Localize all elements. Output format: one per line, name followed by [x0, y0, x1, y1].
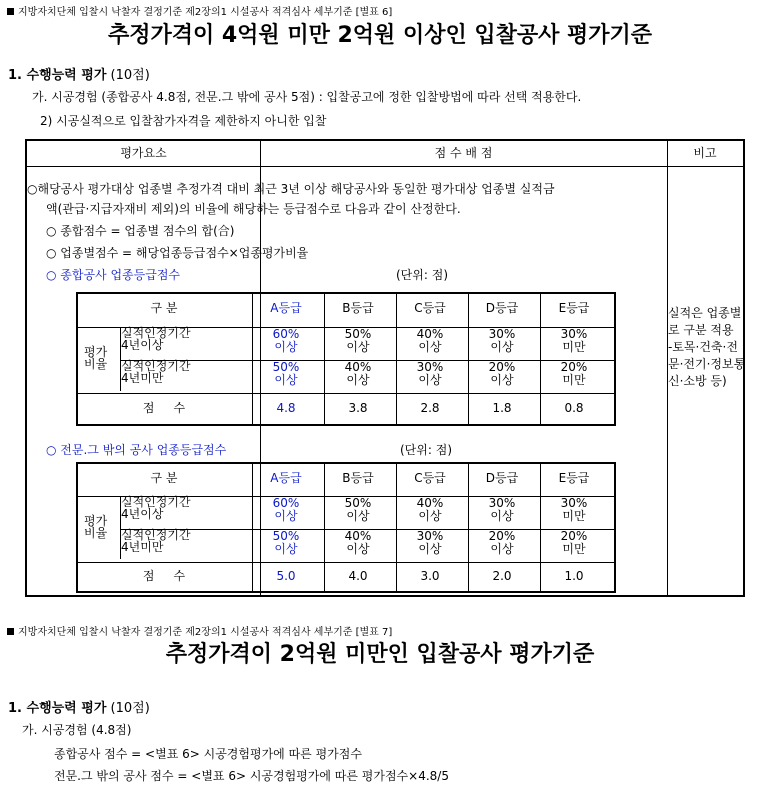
cell-u4-b: 40% 이상 [344, 360, 372, 387]
section-points: (10점) [110, 68, 150, 83]
square-bullet-icon [7, 628, 14, 635]
formula-total-score: ○ 종합점수 = 업종별 점수의 합(合) [46, 224, 235, 238]
grade-header-d: D등급 [485, 471, 519, 485]
ratio-label: 평가 비율 [84, 514, 108, 540]
doc7-title: 추정가격이 2억원 미만인 입찰공사 평가기준 [165, 642, 595, 667]
grade-header-division: 구 분 [150, 471, 178, 485]
cell-u4-d: 20% 이상 [488, 529, 516, 556]
cell-4y-a: 60% 이상 [272, 327, 300, 354]
score-d: 2.0 [492, 569, 512, 583]
cell-4y-c: 40% 이상 [416, 327, 444, 354]
score-c: 3.0 [420, 569, 440, 583]
cell-4y-e: 30% 미만 [560, 496, 588, 523]
score-d: 1.8 [492, 401, 512, 415]
subheading-general-construction: ○ 종합공사 업종등급점수 [46, 268, 181, 282]
doc6-section-heading [8, 64, 150, 83]
row-label-under-4y: 실적인정기간 4년미만 [121, 528, 191, 554]
cell-u4-a: 50% 이상 [272, 529, 300, 556]
paragraph-line-2: 액(관급·지급자재비 제외)의 비율에 해당하는 등급점수로 다음과 같이 산정한다. [46, 202, 461, 216]
ratio-label: 평가 비율 [84, 345, 108, 371]
row-label-4y: 실적인정기간 4년이상 [121, 495, 191, 521]
cell-4y-e: 30% 미만 [560, 327, 588, 354]
header-remarks: 비고 [693, 146, 717, 160]
paragraph-line-1: ○해당공사 평가대상 업종별 추정가격 대비 최근 3년 이상 해당공사와 동일한 평가대상 업종별 실적금 [27, 182, 555, 196]
grade-header-e: E등급 [558, 471, 590, 485]
row-label-4y: 실적인정기간 4년이상 [121, 326, 191, 352]
grade-header-c: C등급 [414, 471, 446, 485]
score-a: 4.8 [276, 401, 296, 415]
doc7-line-general: 종합공사 점수 = <별표 6> 시공경험평가에 따른 평가점수 [54, 747, 362, 761]
doc7-line-ga: 가. 시공경험 (4.8점) [22, 723, 132, 737]
doc6-title: 추정가격이 4억원 미만 2억원 이상인 입찰공사 평가기준 [107, 23, 653, 48]
cell-u4-e: 20% 미만 [560, 529, 588, 556]
cell-4y-b: 50% 이상 [344, 496, 372, 523]
doc7-section-heading [8, 697, 150, 716]
doc7-line-special: 전문.그 밖의 공사 점수 = <별표 6> 시공경험평가에 따른 평가점수×4.8/5 [54, 769, 449, 783]
formula-sector-score: ○ 업종별점수 = 해당업종등급점수×업종평가비율 [46, 246, 309, 260]
score-label: 점 수 [142, 401, 186, 415]
cell-4y-d: 30% 이상 [488, 496, 516, 523]
remarks-note: 실적은 업종별로 구분 적용 -토목·건축·전문·전기·정보통신·소방 등) [668, 306, 746, 388]
grade-header-division: 구 분 [150, 301, 178, 315]
grade-header-b: B등급 [342, 301, 374, 315]
header-score-allocation: 점 수 배 점 [434, 146, 493, 160]
score-c: 2.8 [420, 401, 440, 415]
grade-header-a: A등급 [270, 471, 302, 485]
doc6-line-2: 2) 시공실적으로 입찰참가자격을 제한하지 아니한 입찰 [40, 114, 327, 128]
square-bullet-icon [7, 8, 14, 15]
grade-header-b: B등급 [342, 471, 374, 485]
subheading-special-construction: ○ 전문.그 밖의 공사 업종등급점수 [46, 443, 227, 457]
cell-u4-a: 50% 이상 [272, 360, 300, 387]
row-label-under-4y: 실적인정기간 4년미만 [121, 359, 191, 385]
grade-header-e: E등급 [558, 301, 590, 315]
score-b: 4.0 [348, 569, 368, 583]
cell-4y-d: 30% 이상 [488, 327, 516, 354]
doc6-line-ga: 가. 시공경험 (종합공사 4.8점, 전문.그 밖에 공사 5점) : 입찰공고에 정한 입찰방법에 따라 선택 적용한다. [32, 90, 582, 104]
score-e: 1.0 [564, 569, 584, 583]
score-e: 0.8 [564, 401, 584, 415]
grade-header-a: A등급 [270, 301, 302, 315]
unit-label-2: (단위: 점) [400, 443, 452, 457]
cell-4y-b: 50% 이상 [344, 327, 372, 354]
section-points: (10점) [110, 701, 150, 716]
score-label: 점 수 [142, 569, 186, 583]
cell-u4-d: 20% 이상 [488, 360, 516, 387]
grade-header-d: D등급 [485, 301, 519, 315]
cell-4y-c: 40% 이상 [416, 496, 444, 523]
doc7-header: 지방자치단체 입찰시 낙찰자 결정기준 제2장의1 시설공사 적격심사 세부기준 [별표 7] [7, 623, 392, 638]
section-label: 1. 수행능력 평가 [8, 68, 107, 83]
cell-u4-c: 30% 이상 [416, 529, 444, 556]
doc6-header: 지방자치단체 입찰시 낙찰자 결정기준 제2장의1 시설공사 적격심사 세부기준 [별표 6] [7, 3, 392, 18]
unit-label: (단위: 점) [396, 268, 448, 282]
score-b: 3.8 [348, 401, 368, 415]
cell-u4-e: 20% 미만 [560, 360, 588, 387]
cell-4y-a: 60% 이상 [272, 496, 300, 523]
score-a: 5.0 [276, 569, 296, 583]
cell-u4-c: 30% 이상 [416, 360, 444, 387]
grade-header-c: C등급 [414, 301, 446, 315]
cell-u4-b: 40% 이상 [344, 529, 372, 556]
section-label: 1. 수행능력 평가 [8, 701, 107, 716]
header-eval-factor: 평가요소 [120, 146, 167, 160]
